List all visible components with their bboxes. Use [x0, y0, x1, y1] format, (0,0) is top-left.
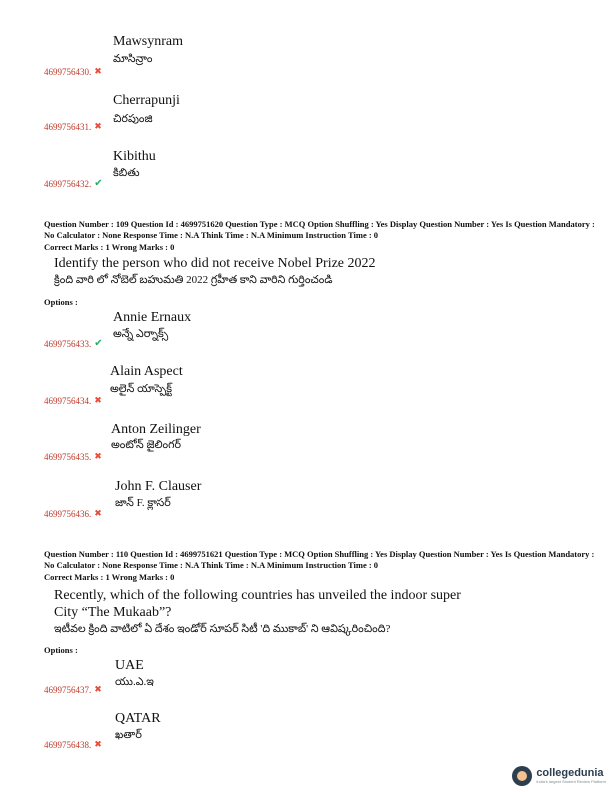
option-id — [44, 178, 103, 189]
option-id-label: 4699756430. — [44, 67, 92, 77]
option-text-en: Kibithu — [113, 149, 156, 164]
option-id — [44, 67, 102, 77]
question-marks: Correct Marks : 1 Wrong Marks : 0 — [44, 242, 175, 252]
option-id-label: 4699756431. — [44, 122, 92, 132]
question-text-te: ఇటీవల క్రింది వాటిలో ఏ దేశం ఇండోర్ సూపర్ సిటీ 'ది ముకాబ్' ని ఆవిష్కరించింది? — [54, 623, 391, 635]
question-marks: Correct Marks : 1 Wrong Marks : 0 — [44, 572, 175, 582]
options-label: Options : — [44, 297, 78, 307]
wrong-mark-icon: ✖ — [94, 509, 102, 519]
option-text-te: అంటోన్ జైలింగర్ — [111, 439, 182, 451]
wrong-mark-icon: ✖ — [94, 122, 102, 132]
logo-name: collegedunia — [536, 767, 604, 779]
option-id-label: 4699756433. — [44, 338, 92, 349]
option-text-te: చిరపుంజి — [113, 113, 153, 125]
wrong-mark-icon: ✖ — [94, 740, 102, 750]
logo-text — [536, 768, 606, 784]
wrong-mark-icon: ✖ — [94, 452, 102, 462]
option-text-en: Anton Zeilinger — [111, 422, 201, 437]
option-text-en: UAE — [115, 658, 144, 673]
option-id-label: 4699756434. — [44, 396, 92, 406]
option-id — [44, 740, 102, 750]
option-text-en: Annie Ernaux — [113, 310, 192, 325]
option-text-te: మాసిన్రాం — [113, 53, 153, 65]
option-text-te: అలైన్ యాస్పెక్ట్ — [110, 383, 172, 395]
option-text-te: కిబితు — [113, 167, 140, 179]
option-id — [44, 396, 102, 406]
question-meta: Question Number : 110 Question Id : 4699751621 Question Type : MCQ Option Shuffling : Yes Display Question Number : Yes Is Question Mandatory : No Calculator : None Response Time : N.A Think Time : N.A Minimum Instruction Time : 0 — [44, 549, 595, 570]
option-id-label: 4699756435. — [44, 452, 92, 462]
wrong-mark-icon: ✖ — [94, 67, 102, 77]
option-id-label: 4699756438. — [44, 740, 92, 750]
correct-check-icon: ✔ — [94, 338, 103, 349]
option-text-en: QATAR — [115, 711, 161, 726]
collegedunia-logo — [512, 766, 606, 786]
options-label: Options : — [44, 645, 78, 655]
question-text-en: Recently, which of the following countries has unveiled the indoor super — [54, 588, 461, 603]
option-text-te: జాన్ F. క్లాసర్ — [115, 497, 171, 509]
option-id — [44, 122, 102, 132]
wrong-mark-icon: ✖ — [94, 396, 102, 406]
wrong-mark-icon: ✖ — [94, 685, 102, 695]
correct-check-icon: ✔ — [94, 178, 103, 189]
logo-tagline: India's largest Student Review Platform — [536, 779, 606, 784]
option-id — [44, 509, 102, 519]
option-text-en: John F. Clauser — [115, 479, 202, 494]
option-id — [44, 452, 102, 462]
option-id-label: 4699756436. — [44, 509, 92, 519]
question-meta: Question Number : 109 Question Id : 4699751620 Question Type : MCQ Option Shuffling : Yes Display Question Number : Yes Is Question Mandatory : No Calculator : None Response Time : N.A Think Time : N.A Minimum Instruction Time : 0 — [44, 219, 595, 240]
option-id-label: 4699756432. — [44, 178, 92, 189]
question-text-te: క్రింది వారి లో నోబెల్ బహుమతి 2022 గ్రహీత కాని వారిని గుర్తించండి — [54, 274, 333, 286]
option-id-label: 4699756437. — [44, 685, 92, 695]
option-id — [44, 685, 102, 695]
question-text-en: Identify the person who did not receive Nobel Prize 2022 — [54, 256, 376, 271]
mascot-icon — [512, 766, 532, 786]
option-text-te: ఖతార్ — [115, 729, 142, 741]
question-text-en-line2: City “The Mukaab”? — [54, 605, 172, 620]
option-id — [44, 338, 103, 349]
option-text-te: అన్నే ఎర్నాక్స్ — [113, 328, 169, 340]
option-text-te: యు.ఎ.ఇ — [115, 676, 154, 688]
option-text-en: Mawsynram — [113, 34, 183, 49]
option-text-en: Cherrapunji — [113, 93, 180, 108]
option-text-en: Alain Aspect — [110, 364, 183, 379]
